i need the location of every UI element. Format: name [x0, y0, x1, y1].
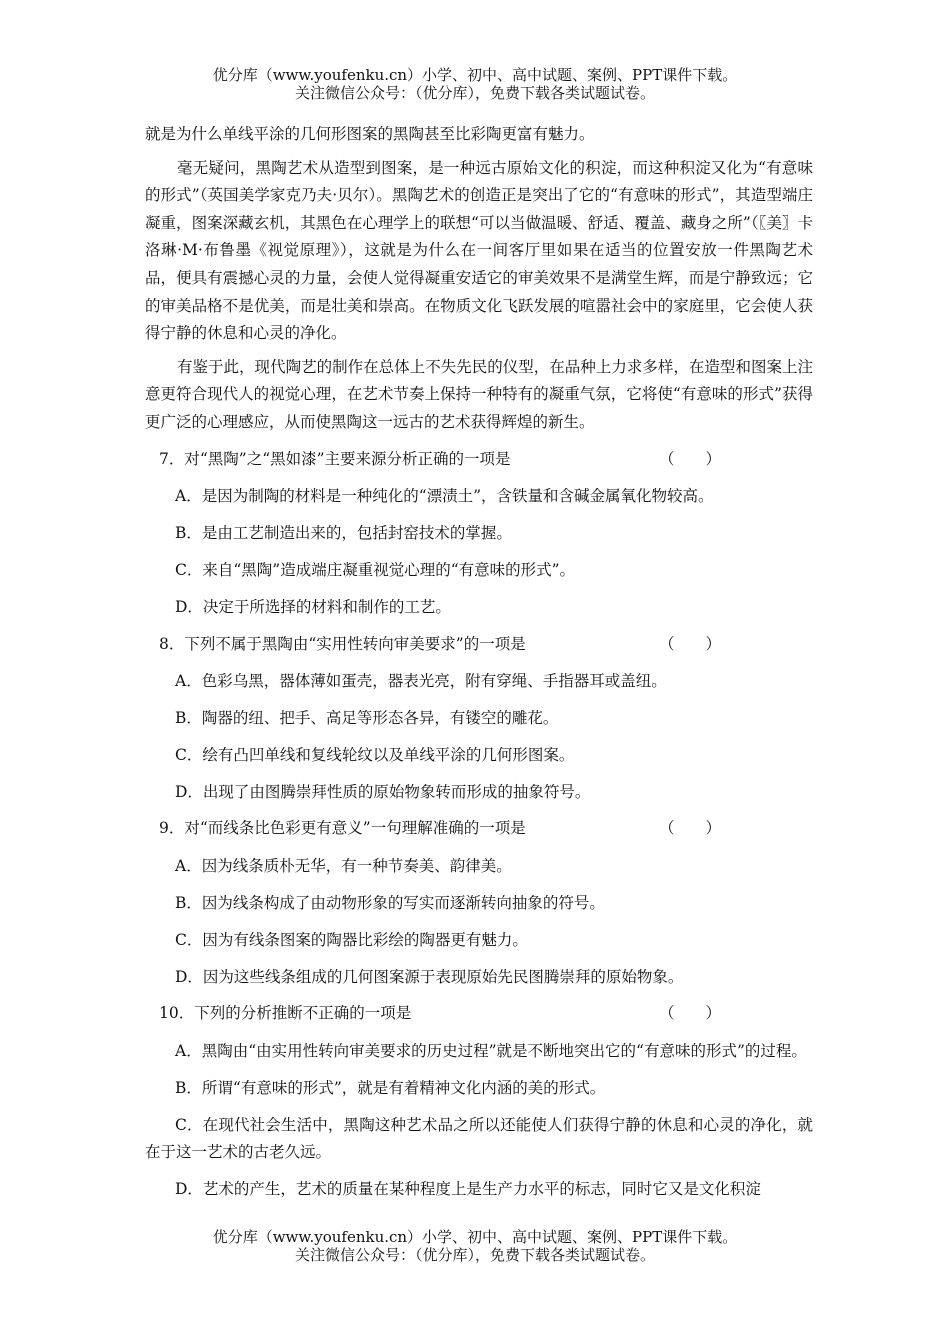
question-stem — [145, 1000, 813, 1028]
option-b: B．陶器的纽、把手、高足等形态各异，有镂空的雕花。 — [175, 708, 559, 727]
option-a: A．因为线条质朴无华，有一种节奏美、韵律美。 — [175, 856, 512, 875]
question-text: 8．下列不属于黑陶由“实用性转向审美要求”的一项是 — [159, 634, 526, 653]
question-10 — [145, 1000, 813, 1204]
question-stem — [145, 815, 813, 843]
answer-blank: （ ） — [659, 1004, 722, 1023]
passage-paragraph: 有鉴于此，现代陶艺的制作在总体上不失先民的仪型，在品种上力求多样，在造型和图案上注意更符合现代人的视觉心理，在艺术节奏上保持一种特有的凝重气氛，它将使“有意味的形式”获得更广泛的心理感应，从而使黑陶这一远古的艺术获得辉煌的新生。 — [145, 357, 813, 431]
passage-paragraph-continued: 就是为什么单线平涂的几何形图案的黑陶甚至比彩陶更富有魅力。 — [145, 125, 595, 143]
question-9 — [145, 815, 813, 991]
option-a: A．是因为制陶的材料是一种纯化的“漂渍土”，含铁量和含碱金属氧化物较高。 — [175, 486, 714, 505]
option-d: D．艺术的产生，艺术的质量在某种程度上是生产力水平的标志，同时它又是文化积淀 — [175, 1180, 761, 1199]
question-stem — [145, 631, 813, 659]
question-8 — [145, 631, 813, 807]
option-c: C．因为有线条图案的陶器比彩绘的陶器更有魅力。 — [175, 930, 528, 949]
page-footer — [0, 1228, 950, 1264]
header-line-1: 优分库（www.youfenku.cn）小学、初中、高中试题、案例、PPT课件下载。 — [212, 66, 738, 84]
answer-blank: （ ） — [659, 634, 722, 653]
option-b: B．所谓“有意味的形式”，就是有着精神文化内涵的美的形式。 — [175, 1078, 606, 1097]
passage-paragraph: 毫无疑问，黑陶艺术从造型到图案，是一种远古原始文化的积淀，而这种积淀又化为“有意味的形式”（英国美学家克乃夫·贝尔）。黑陶艺术的创造正是突出了它的“有意味的形式”，其造型端庄凝重，图案深藏玄机，其黑色在心理学上的联想“可以当做温暖、舒适、覆盖、藏身之所”（〖美〗卡洛琳·M·布鲁墨《视觉原理》），这就是为什么在一间客厅里如果在适当的位置安放一件黑陶艺术品，便具有震撼心灵的力量，会使人觉得凝重安适它的审美效果不是满堂生辉，而是宁静致远；它的审美品格不是优美，而是壮美和崇高。在物质文化飞跃发展的喧嚣社会中的家庭里，它会使人获得宁静的休息和心灵的净化。 — [145, 158, 813, 343]
answer-blank: （ ） — [659, 449, 722, 468]
answer-blank: （ ） — [659, 819, 722, 838]
option-b: B．因为线条构成了由动物形象的写实而逐渐转向抽象的符号。 — [175, 893, 605, 912]
option-c: C．绘有凸凹单线和复线轮纹以及单线平涂的几何形图案。 — [175, 745, 575, 764]
page-header — [0, 66, 950, 102]
document-body — [145, 121, 813, 1204]
question-7 — [145, 446, 813, 622]
option-d: D．因为这些线条组成的几何图案源于表现原始先民图腾崇拜的原始物象。 — [175, 967, 684, 986]
option-a: A．黑陶由“由实用性转向审美要求的历史过程”就是不断地突出它的“有意味的形式”的过程。 — [175, 1041, 807, 1060]
footer-line-1: 优分库（www.youfenku.cn）小学、初中、高中试题、案例、PPT课件下载。 — [212, 1228, 738, 1246]
option-d: D．出现了由图腾崇拜性质的原始物象转而形成的抽象符号。 — [175, 782, 591, 801]
option-c: C．在现代社会生活中，黑陶这种艺术品之所以还能使人们获得宁静的休息和心灵的净化，就在于这一艺术的古老久远。 — [145, 1115, 813, 1162]
option-c: C．来自“黑陶”造成端庄凝重视觉心理的“有意味的形式”。 — [175, 560, 576, 579]
footer-line-2: 关注微信公众号：（优分库），免费下载各类试题试卷。 — [294, 1246, 655, 1264]
option-b: B．是由工艺制造出来的，包括封窑技术的掌握。 — [175, 523, 512, 542]
option-d: D．决定于所选择的材料和制作的工艺。 — [175, 597, 451, 616]
option-a: A．色彩乌黑，器体薄如蛋壳，器表光亮，附有穿绳、手指器耳或盖纽。 — [175, 671, 667, 690]
question-text: 9．对“而线条比色彩更有意义”一句理解准确的一项是 — [159, 819, 526, 838]
question-stem — [145, 446, 813, 474]
question-text: 7．对“黑陶”之“黑如漆”主要来源分析正确的一项是 — [159, 449, 511, 468]
header-line-2: 关注微信公众号：（优分库），免费下载各类试题试卷。 — [294, 84, 655, 102]
question-text: 10．下列的分析推断不正确的一项是 — [159, 1004, 412, 1023]
